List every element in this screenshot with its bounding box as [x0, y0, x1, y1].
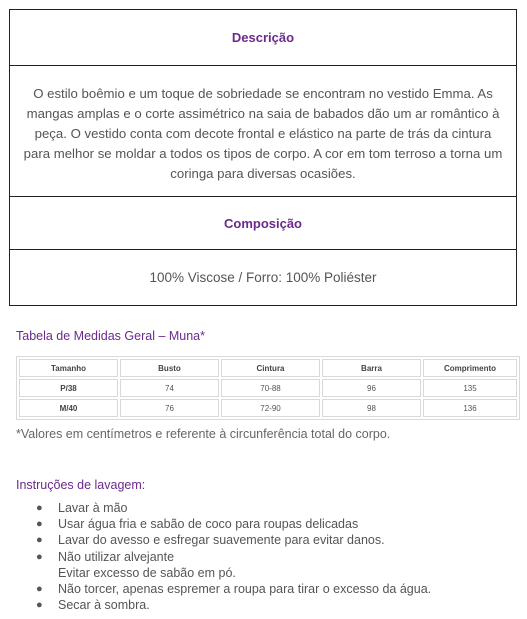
list-item	[36, 597, 431, 613]
composition-heading: Composição	[10, 197, 516, 250]
table-cell-hem: 98	[322, 399, 421, 417]
table-cell-size: P/38	[19, 379, 118, 397]
size-table-title: Tabela de Medidas Geral – Muna*	[16, 329, 206, 343]
washing-item-text: Lavar à mão	[58, 501, 128, 515]
list-item	[36, 549, 431, 581]
bullet-icon: ●	[36, 502, 43, 514]
table-cell-size: M/40	[19, 399, 118, 417]
list-item	[36, 532, 431, 548]
column-header-bust: Busto	[120, 359, 219, 377]
washing-item-text: Secar à sombra.	[58, 598, 150, 613]
column-header-size: Tamanho	[19, 359, 118, 377]
washing-item-text: Não utilizar alvejante	[58, 549, 175, 564]
bullet-icon: ●	[36, 534, 43, 547]
washing-instructions-list	[16, 500, 431, 613]
size-table-note: *Valores em centímetros e referente à circunferência total do corpo.	[16, 427, 391, 441]
washing-item-text: Lavar do avesso e esfregar suavemente para evitar danos.	[58, 533, 385, 548]
list-item	[36, 500, 431, 516]
washing-item-text: Usar água fria e sabão de coco para roupas delicadas	[58, 517, 359, 532]
bullet-icon: ●	[36, 518, 43, 531]
column-header-length: Comprimento	[423, 359, 517, 377]
column-header-waist: Cintura	[221, 359, 320, 377]
composition-text: 100% Viscose / Forro: 100% Poliéster	[149, 270, 377, 285]
table-row	[19, 399, 517, 417]
bullet-icon: ●	[36, 599, 43, 612]
description-text: O estilo boêmio e um toque de sobriedade se encontram no vestido Emma. As mangas amplas e o corte assimétrico na saia de babados dão um ar romântico à peça. O vestido conta com decote frontal e elástico na parte de trás da cintura para melhor se moldar a todos os tipos de corpo. A cor em tom terroso a torna um coringa para diversas ocasiões.	[10, 66, 516, 197]
size-table	[16, 356, 520, 420]
table-cell-waist: 72-90	[221, 399, 320, 417]
washing-item-text: Não torcer, apenas espremer a roupa para tirar o excesso da água.	[58, 582, 432, 597]
table-cell-bust: 76	[120, 399, 219, 417]
table-cell-hem: 96	[322, 379, 421, 397]
bullet-icon: ●	[36, 550, 43, 563]
size-table-header-row	[19, 359, 517, 377]
table-cell-bust: 74	[120, 379, 219, 397]
list-item	[36, 581, 432, 597]
product-info-box	[9, 9, 517, 306]
table-row	[19, 379, 517, 397]
table-cell-length: 136	[423, 399, 517, 417]
bullet-icon: ●	[36, 583, 43, 596]
washing-item-text: Evitar excesso de sabão em pó.	[58, 565, 236, 580]
washing-instructions-title: Instruções de lavagem:	[16, 478, 146, 492]
table-cell-waist: 70-88	[221, 379, 320, 397]
table-cell-length: 135	[423, 379, 517, 397]
column-header-hem: Barra	[322, 359, 421, 377]
list-item	[36, 516, 431, 532]
description-heading: Descrição	[10, 10, 516, 66]
